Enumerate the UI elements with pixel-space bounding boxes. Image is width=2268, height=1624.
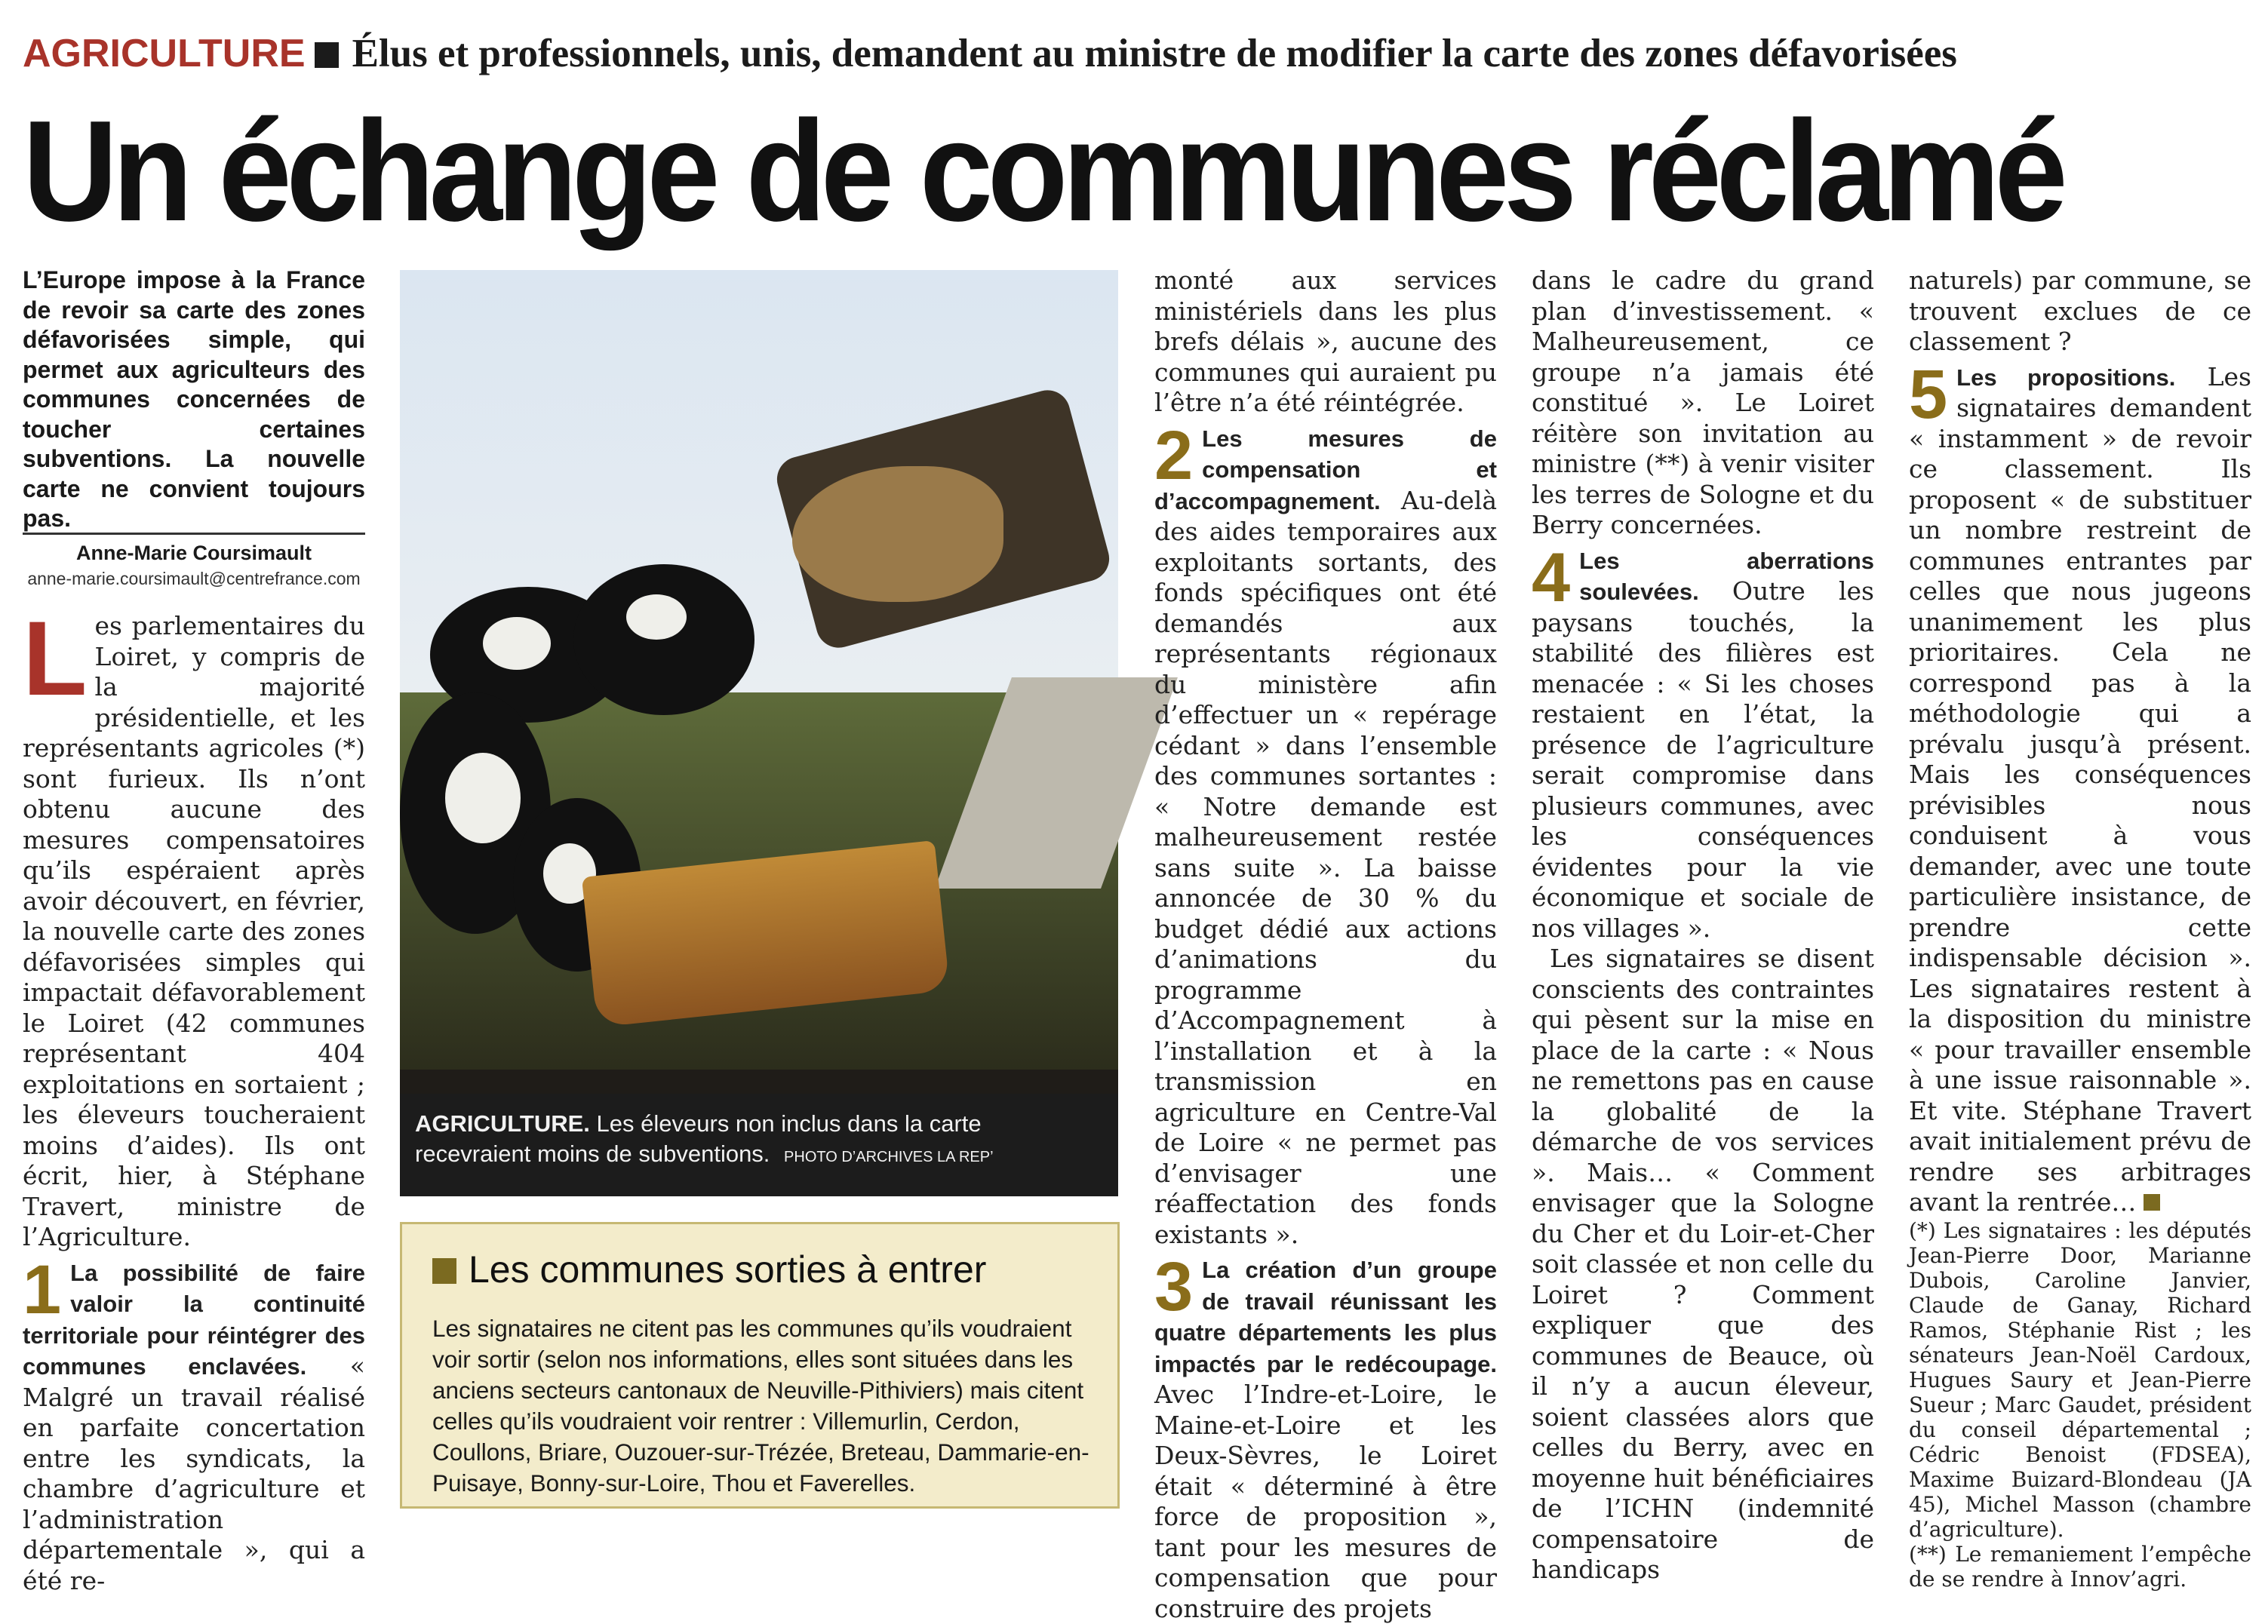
- caption-label: AGRICULTURE.: [415, 1110, 590, 1137]
- photo-caption: [400, 1094, 1118, 1196]
- column-4: [1532, 266, 1874, 1586]
- column-3: [1154, 266, 1497, 1624]
- sidebar-box: [400, 1222, 1120, 1509]
- chapo: L’Europe impose à la France de revoir sa carte des zones défavorisées simple, qui permet aux agriculteurs des communes concernées de toucher certaines subventions. La nouvelle carte ne convient toujours pas.: [23, 266, 365, 532]
- point-4-lead: Les aberrations soulevées.: [1579, 547, 1874, 605]
- point-number-5: 5: [1909, 355, 1948, 433]
- end-mark-icon: [2144, 1194, 2160, 1211]
- kicker-text: Élus et professionnels, unis, demandent au ministre de modifier la carte des zones défavorisées: [352, 32, 1957, 75]
- article-photo: [400, 270, 1118, 1196]
- point-number-1: 1: [23, 1251, 62, 1328]
- column-4-paragraph: Les signataires se disent conscients des contraintes qui pèsent sur la mise en place de la carte : « Nous ne remettons pas en cause la globalité de la démarche de vos services ». Mais… « Comment envisager que la Sologne du Cher et du Loir-et-Cher soit classée et non celle du Loiret ? Comment expliquer que des communes de Beauce, où il n’y a aucun éleveur, soient classées alors que celles du Berry, avec en moyenne huit bénéficiaires de l’ICHN (indemnité compensatoire de handicaps: [1532, 944, 1874, 1584]
- point-1-lead: La possibilité de faire valoir la continuité territoriale pour réintégrer des communes enclavées.: [23, 1259, 365, 1380]
- point-5-text: Les signataires demandent « instamment » de revoir ce classement. Ils proposent « de substituer un nombre restreint de communes entrantes par celles que nous jugeons unanimement les plus prioritaires. Cela ne correspond pas à la méthodologie qui a prévalu jusqu’à présent. Mais les conséquences prévisibles nous conduisent à vous demander, avec une toute particulière insistance, de prendre cette indispensable décision ». Les signataires restent à la disposition du ministre « pour travailler ensemble à une issue raisonnable ». Et vite. Stéphane Travert avait initialement prévu de rendre ses arbitrages avant la rentrée…: [1909, 361, 2251, 1217]
- column-4-top: dans le cadre du grand plan d’investissement. « Malheureusement, ce groupe n’a jamais été constitué ». Le Loiret réitère son invitation au ministre (**) à venir visiter les terres de Sologne et du Berry concernées.: [1532, 266, 1874, 539]
- intro-paragraph: es parlementaires du Loiret, y compris de la majorité présidentielle, et les représentants agricoles (*) sont furieux. Ils n’ont obtenu aucune des mesures compensatoires qu’ils espéraient après avoir découvert, en février, la nouvelle carte des zones défavorisées simples qui impactait défavorablement le Loiret (42 communes représentant 404 exploitations en sortaient ; les éleveurs toucheraient moins d’aides). Ils ont écrit, hier, à Stéphane Travert, ministre de l’Agriculture.: [23, 611, 365, 1251]
- kicker: [23, 27, 2248, 80]
- point-1-text: « Malgré un travail réalisé en parfaite concertation entre les syndicats, la chambre d’agriculture et l’administration départementale », qui a été re-: [23, 1351, 365, 1595]
- author-email[interactable]: anne-marie.coursimault@centrefrance.com: [27, 569, 361, 588]
- column-5-top: naturels) par commune, se trouvent exclues de ce classement ?: [1909, 266, 2251, 356]
- cow: [573, 564, 754, 715]
- headline: Un échange de communes réclamé: [23, 91, 2063, 251]
- box-text: Les signataires ne citent pas les communes qu’ils voudraient voir sortir (selon nos informations, elles sont situées dans les anciens secteurs cantonaux de Neuville-Pithiviers) mais citent celles qu’ils voudraient voir rentrer : Villemurlin, Cerdon, Coullons, Briare, Ouzouer-sur-Trézée, Breteau, Dammarie-en-Puisaye, Bonny-sur-Loire, Thou et Faverelles.: [432, 1315, 1089, 1497]
- drop-cap: L: [23, 599, 88, 717]
- author-name: Anne-Marie Coursimault: [75, 542, 312, 564]
- footnote-remaniement: (**) Le remaniement l’empêche de se rendre à Innov’agri.: [1909, 1541, 2251, 1592]
- point-3-lead: La création d’un groupe de travail réunissant les quatre départements les plus impactés par le redécoupage.: [1154, 1257, 1497, 1377]
- section-tag: AGRICULTURE: [23, 32, 306, 75]
- point-5-lead: Les propositions.: [1956, 364, 2176, 391]
- box-title: Les communes sorties à entrer: [432, 1247, 986, 1292]
- footnote-signataires: (*) Les signataires : les députés Jean-Pierre Door, Marianne Dubois, Caroline Janvier, Claude de Ganay, Richard Ramos, Stéphanie Rist ; les sénateurs Jean-Noël Cardoux, Hugues Saury et Jean-Pierre Sueur ; Marc Gaudet, président du conseil départemental ; Cédric Benoist (FDSEA), Maxime Buizard-Blondeau (JA 45), Michel Masson (chambre d’agriculture).: [1909, 1217, 2251, 1542]
- point-number-2: 2: [1154, 416, 1194, 494]
- square-bullet-icon: [315, 42, 339, 68]
- column-3-top: monté aux services ministériels dans les plus brefs délais », aucune des communes qui auraient pu l’être n’a été réintégrée.: [1154, 266, 1497, 417]
- point-number-3: 3: [1154, 1248, 1194, 1325]
- photo-credit: PHOTO D’ARCHIVES LA REP’: [784, 1149, 994, 1165]
- column-1: [23, 599, 365, 1596]
- point-number-4: 4: [1532, 539, 1571, 616]
- point-2-text: Au-delà des aides temporaires aux exploitants sortants, des fonds spécifiques ont été demandés aux représentants régionaux du ministère afin d’effectuer un « repérage cédant » dans l’ensemble des communes sortantes : « Notre demande est malheureusement restée sans suite ». La baisse annoncée de 30 % du budget dédié aux actions d’animations du programme d’Accompagnement à l’installation et à la transmission en agriculture en Centre-Val de Loire « ne permet pas d’envisager une réaffectation des fonds existants ».: [1154, 485, 1497, 1249]
- square-bullet-icon: [432, 1258, 456, 1284]
- point-2-lead: Les mesures de compensation et d’accompagnement.: [1154, 425, 1497, 514]
- point-4-text: Outre les paysans touchés, la stabilité des filières est menacée : « Si les choses restaient en l’état, la présence de l’agriculture serait compromise dans plusieurs communes, avec les conséquences évidentes pour la vie économique et sociale de nos villages ».: [1532, 576, 1874, 943]
- point-3-text: Avec l’Indre-et-Loire, le Maine-et-Loire et les Deux-Sèvres, le Loiret était « déterminé à être force de proposition », tant pour les mesures de compensation que pour construire des projets: [1154, 1380, 1497, 1623]
- divider: [23, 533, 365, 535]
- caption-text: Les éleveurs non inclus dans la carte recevraient moins de subventions.: [415, 1110, 982, 1167]
- column-5: [1909, 266, 2251, 1592]
